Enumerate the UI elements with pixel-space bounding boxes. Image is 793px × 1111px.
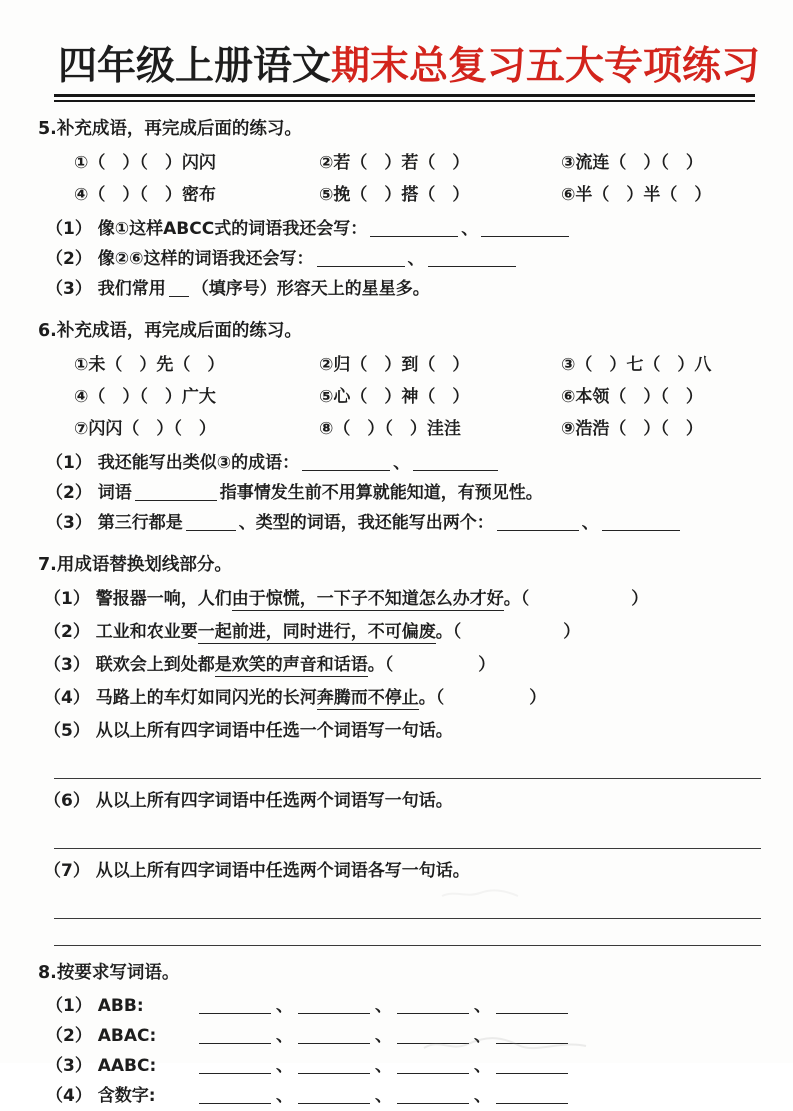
answer-blank [397,1028,469,1044]
separator: 、 [375,1085,392,1106]
answer-blank [428,251,516,267]
answer-blank [199,1058,271,1074]
answer-blank [397,1058,469,1074]
question-text: 、 [581,512,599,533]
separator: 、 [375,1025,392,1046]
answer-blank [481,221,569,237]
answer-blank [298,1088,370,1104]
worksheet-header [38,46,769,102]
question-text: （1） 我还能写出类似③的成语： [46,452,300,473]
question-line [46,448,769,478]
question-text: （1） 警报器一响，人们 [44,588,232,609]
answer-blank [199,1028,271,1044]
question-text: 、 [407,248,425,269]
question-text: （2） 像②⑥这样的词语我还会写： [46,248,314,269]
question-text: （3） 第三行都是 [46,512,183,533]
question-text: （填序号）形容天上的星星多。 [191,278,430,299]
question-line [44,682,769,715]
idiom-item: ⑨浩浩（ ）（ ） [561,418,703,439]
question-text: （6） 从以上所有四字词语中任选两个词语写一句话。 [44,790,453,811]
answer-blank [298,1058,370,1074]
answer-blank [496,1058,568,1074]
question-text: 指事情发生前不用算就能知道，有预见性。 [219,482,543,503]
answer-blank [397,1088,469,1104]
answer-blank [370,221,458,237]
separator: 、 [276,995,293,1016]
question-text: 。（ ） [367,654,496,675]
title-divider [54,94,755,102]
question-text: （1） 像①这样ABCC式的词语我还会写： [46,218,368,239]
question-line [44,855,769,888]
answer-blank [496,998,568,1014]
section-5-questions [38,214,769,304]
question-text: （3） 联欢会上到处都 [44,654,215,675]
idiom-item: ⑦闪闪（ ）（ ） [74,418,216,439]
separator: 、 [474,1055,491,1076]
idiom-item: ⑥半（ ）半（ ） [561,184,712,205]
section-5 [38,115,769,304]
separator: 、 [474,995,491,1016]
question-text: 、 [393,452,411,473]
page-title-red: 期末总复习五大专项练习 [331,44,761,89]
underlined-phrase: 由于惊慌，一下子不知道怎么办才好 [231,588,504,609]
section-8 [38,959,769,1111]
answer-blank [169,281,189,297]
section-6-questions [38,448,769,538]
question-text: （3） 我们常用 [46,278,166,299]
idiom-item: ②若（ ）若（ ） [319,152,470,173]
idiom-item: ⑥本领（ ）（ ） [561,386,703,407]
question-line [46,478,769,508]
idiom-item: ④（ ）（ ）密布 [74,184,216,205]
idiom-item: ⑤心（ ）神（ ） [319,386,470,407]
answer-blank [302,455,390,471]
separator: 、 [474,1025,491,1046]
question-line [46,508,769,538]
question-line [46,244,769,274]
section-6-heading: 6.补充成语，再完成后面的练习。 [38,320,302,341]
separator: 、 [276,1085,293,1106]
separator: 、 [276,1055,293,1076]
answer-blank [496,1088,568,1104]
answer-blank [602,515,680,531]
answer-blank [497,515,579,531]
idiom-item: ④（ ）（ ）广大 [74,386,216,407]
underlined-phrase: 是欢笑的声音和话语 [214,654,368,675]
answer-line [54,945,761,946]
section-8-word-rows [38,991,769,1111]
answer-blank [413,455,498,471]
question-line [44,785,769,818]
answer-blank [317,251,405,267]
section-5-idiom-grid [74,147,769,211]
word-row [46,991,769,1021]
answer-blank [496,1028,568,1044]
section-8-heading: 8.按要求写词语。 [38,962,180,983]
question-line [46,274,769,304]
answer-blank [199,1088,271,1104]
section-7-heading: 7.用成语替换划线部分。 [38,554,232,575]
word-row-label: （2） ABAC: [46,1025,157,1046]
separator: 、 [474,1085,491,1106]
idiom-item: ①未（ ）先（ ） [74,354,225,375]
answer-blank [186,515,236,531]
word-row [46,1081,769,1111]
question-text: 。（ ） [435,621,581,642]
answer-blank [298,1028,370,1044]
word-row-label: （3） AABC: [46,1055,157,1076]
separator: 、 [276,1025,293,1046]
word-row [46,1051,769,1081]
word-row [46,1021,769,1051]
idiom-item: ⑧（ ）（ ）洼洼 [319,418,461,439]
question-line [44,715,769,748]
question-text: （2） 词语 [46,482,132,503]
section-6-idiom-grid [74,349,769,445]
section-6 [38,317,769,538]
underlined-phrase: 一起前进，同时进行，不可偏废 [197,621,436,642]
answer-blank [397,998,469,1014]
question-text: （4） 马路上的车灯如同闪光的长河 [44,687,317,708]
idiom-item: ⑤挽（ ）搭（ ） [319,184,470,205]
question-text: 。（ ） [503,588,649,609]
answer-line [54,848,761,849]
section-7 [38,551,769,946]
idiom-item: ②归（ ）到（ ） [319,354,470,375]
answer-line [54,918,761,919]
question-text: （7） 从以上所有四字词语中任选两个词语各写一句话。 [44,860,470,881]
word-row-label: （4） 含数字: [46,1085,156,1106]
word-row-label: （1） ABB: [46,995,144,1016]
question-text: 、类型的词语，我还能写出两个： [238,512,494,533]
question-text: 、 [461,218,479,239]
question-line [44,649,769,682]
question-text: （2） 工业和农业要 [44,621,198,642]
question-line [44,583,769,616]
answer-blank [135,485,217,501]
section-5-heading: 5.补充成语，再完成后面的练习。 [38,118,302,139]
answer-blank [199,998,271,1014]
idiom-item: ③（ ）七（ ）八 [561,354,712,375]
idiom-item: ①（ ）（ ）闪闪 [74,152,216,173]
question-text: 。（ ） [418,687,547,708]
idiom-item: ③流连（ ）（ ） [561,152,703,173]
question-text: （5） 从以上所有四字词语中任选一个词语写一句话。 [44,720,453,741]
answer-line [54,778,761,779]
question-line [44,616,769,649]
page-title-black: 四年级上册语文 [58,44,332,89]
separator: 、 [375,1055,392,1076]
section-7-questions [38,583,769,946]
separator: 、 [375,995,392,1016]
underlined-phrase: 奔腾而不停止 [316,687,419,708]
page-title [58,46,769,89]
question-line [46,214,769,244]
answer-blank [298,998,370,1014]
